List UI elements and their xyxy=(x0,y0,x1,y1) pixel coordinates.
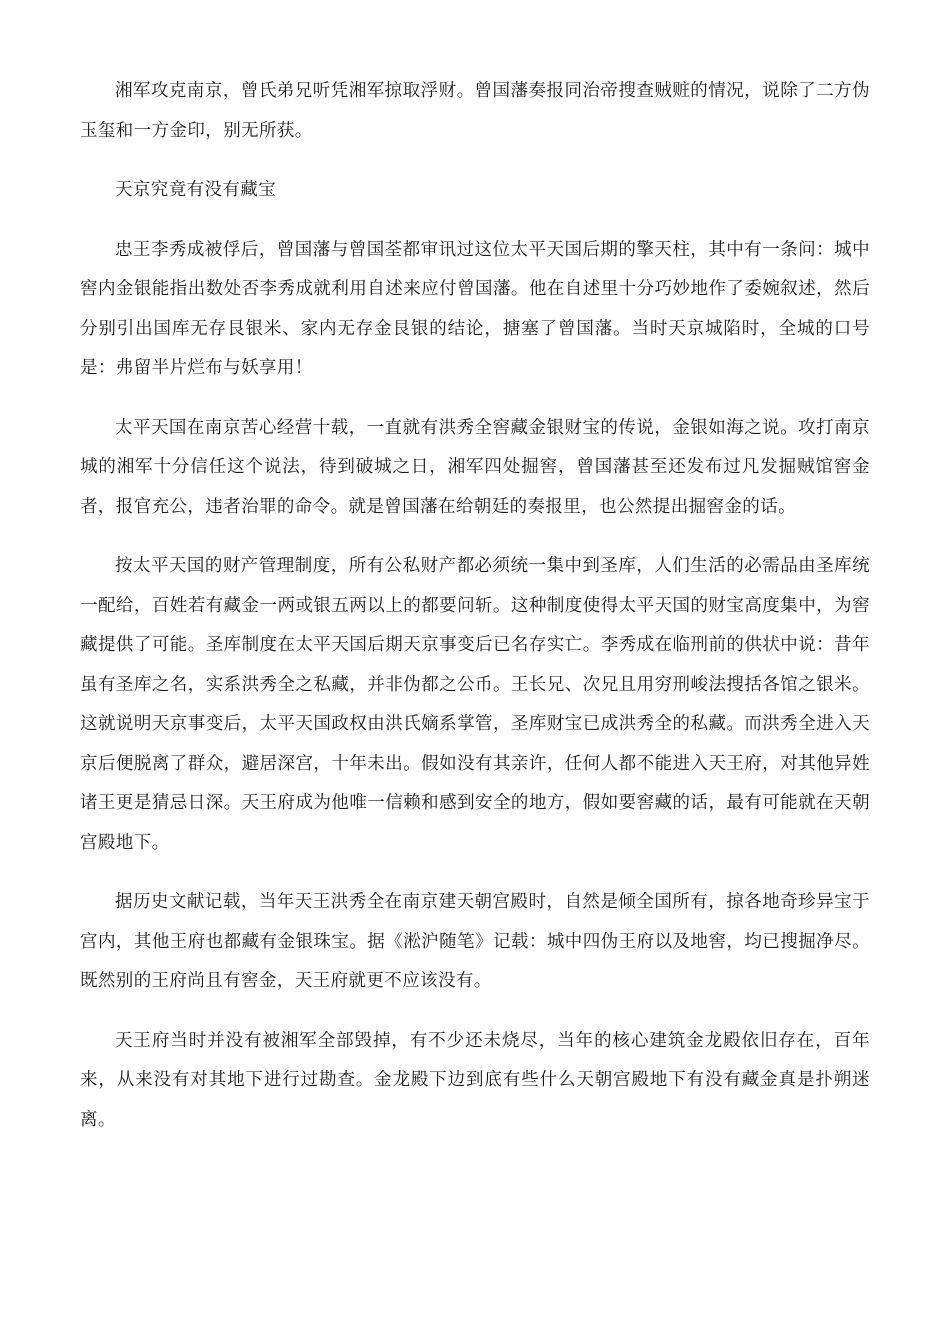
paragraph-intro: 湘军攻克南京，曾氏弟兄听凭湘军掠取浮财。曾国藩奏报同治帝搜查贼赃的情况，说除了二方伪玉玺和一方金印，别无所获。 xyxy=(80,81,870,141)
paragraph-li-xiucheng: 忠王李秀成被俘后，曾国藩与曾国荃都审讯过这位太平天国后期的擎天柱，其中有一条问：城中窖内金银能指出数处否李秀成就利用自述来应付曾国藩。他在自述里十分巧妙地作了委婉叙述，然后分别引出国库无存艮银米、家内无存金艮银的结论，搪塞了曾国藩。当时天京城陷时，全城的口号是：弗留半片烂布与妖享用！ xyxy=(80,239,870,378)
document-page xyxy=(80,72,870,1160)
paragraph-treasury-system: 按太平天国的财产管理制度，所有公私财产都必须统一集中到圣库，人们生活的必需品由圣库统一配给，百姓若有藏金一两或银五两以上的都要问斩。这种制度使得太平天国的财宝高度集中，为窖藏提供了可能。圣库制度在太平天国后期天京事变后已名存实亡。李秀成在临刑前的供状中说：昔年虽有圣库之名，实系洪秀全之私藏，并非伪都之公币。王长兄、次兄且用穷刑峻法搜括各馆之银米。这就说明天京事变后，太平天国政权由洪氏嫡系掌管，圣库财宝已成洪秀全的私藏。而洪秀全进入天京后便脱离了群众，避居深宫，十年未出。假如没有其亲许，任何人都不能进入天王府，对其他异姓诸王更是猜忌日深。天王府成为他唯一信赖和感到安全的地方，假如要窖藏的话，最有可能就在天朝宫殿地下。 xyxy=(80,556,870,853)
paragraph-legend: 太平天国在南京苦心经营十载，一直就有洪秀全窖藏金银财宝的传说，金银如海之说。攻打南京城的湘军十分信任这个说法，待到破城之日，湘军四处掘窖，曾国藩甚至还发布过凡发掘贼馆窖金者，报官充公，违者治罪的命令。就是曾国藩在给朝廷的奏报里，也公然提出掘窖金的话。 xyxy=(80,417,870,517)
paragraph-historical-records: 据历史文献记载，当年天王洪秀全在南京建天朝宫殿时，自然是倾全国所有，掠各地奇珍异宝于宫内，其他王府也都藏有金银珠宝。据《淞沪随笔》记载：城中四伪王府以及地窖，均已搜掘净尽。既然别的王府尚且有窖金，天王府就更不应该没有。 xyxy=(80,892,870,991)
section-heading: 天京究竟有没有藏宝 xyxy=(115,180,277,200)
paragraph-conclusion: 天王府当时并没有被湘军全部毁掉，有不少还未烧尽，当年的核心建筑金龙殿依旧存在，百年来，从来没有对其地下进行过勘查。金龙殿下边到底有些什么天朝宫殿地下有没有藏金真是扑朔迷离。 xyxy=(80,1030,870,1130)
